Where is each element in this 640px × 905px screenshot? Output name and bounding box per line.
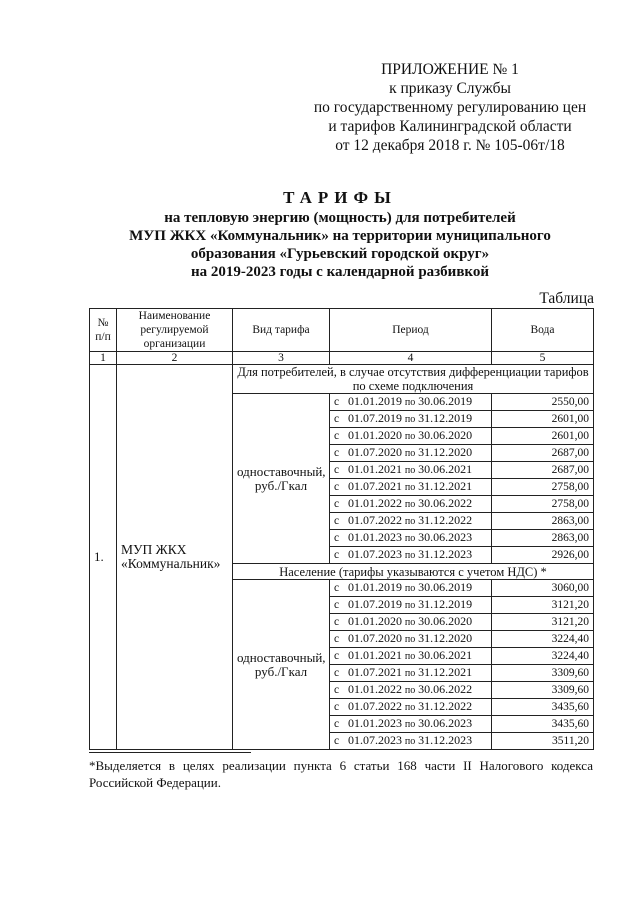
footnote: *Выделяется в целях реализации пункта 6 статьи 168 части II Налогового кодекса Российской Федерации. — [89, 758, 593, 790]
title-line-2: МУП ЖКХ «Коммунальник» на территории муниципального — [129, 228, 551, 244]
period-cell — [330, 513, 492, 530]
period-separator: по — [404, 617, 416, 628]
period-cell — [330, 428, 492, 445]
period-prefix: с — [334, 532, 340, 544]
document-title — [80, 187, 600, 281]
period-cell — [330, 614, 492, 631]
col-number-2: 2 — [117, 352, 233, 365]
period-prefix: с — [334, 667, 340, 679]
tariff-type: одноставочный, руб./Гкал — [233, 580, 330, 750]
period-to: 31.12.2020 — [418, 631, 473, 645]
period-to: 30.06.2023 — [418, 530, 473, 544]
water-value: 2687,00 — [492, 462, 594, 479]
title-main: ТАРИФЫ — [283, 188, 397, 207]
period-to: 31.12.2021 — [418, 479, 473, 493]
period-from: 01.07.2023 — [348, 547, 402, 561]
period-from: 01.01.2023 — [348, 716, 402, 730]
period-to: 30.06.2019 — [418, 394, 473, 408]
tariff-table — [89, 308, 594, 750]
period-from: 01.01.2019 — [348, 394, 402, 408]
appendix-order-line: к приказу Службы — [389, 80, 511, 97]
period-cell — [330, 665, 492, 682]
period-cell — [330, 682, 492, 699]
period-from: 01.01.2021 — [348, 462, 402, 476]
period-to: 31.12.2022 — [418, 699, 473, 713]
period-separator: по — [404, 516, 416, 527]
period-to: 31.12.2021 — [418, 665, 473, 679]
period-from: 01.07.2020 — [348, 445, 402, 459]
period-from: 01.07.2020 — [348, 631, 402, 645]
period-from: 01.07.2019 — [348, 597, 402, 611]
period-from: 01.07.2019 — [348, 411, 402, 425]
period-prefix: с — [334, 616, 340, 628]
title-line-4: на 2019-2023 годы с календарной разбивкой — [190, 264, 490, 280]
appendix-header — [300, 60, 600, 155]
period-prefix: с — [334, 633, 340, 645]
period-to: 30.06.2020 — [418, 614, 473, 628]
period-cell — [330, 648, 492, 665]
period-prefix: с — [334, 735, 340, 747]
col-number-5: 5 — [492, 352, 594, 365]
period-from: 01.07.2021 — [348, 665, 402, 679]
table-label: Таблица — [539, 290, 594, 307]
period-cell — [330, 530, 492, 547]
period-prefix: с — [334, 701, 340, 713]
period-to: 30.06.2022 — [418, 496, 473, 510]
col-number-1: 1 — [90, 352, 117, 365]
period-prefix: с — [334, 650, 340, 662]
water-value: 3435,60 — [492, 716, 594, 733]
water-value: 2758,00 — [492, 496, 594, 513]
water-value: 3309,60 — [492, 682, 594, 699]
header-period: Период — [330, 309, 492, 352]
water-value: 3121,20 — [492, 597, 594, 614]
period-cell — [330, 445, 492, 462]
period-cell — [330, 547, 492, 564]
period-to: 30.06.2020 — [418, 428, 473, 442]
period-from: 01.07.2023 — [348, 733, 402, 747]
period-cell — [330, 411, 492, 428]
water-value: 3224,40 — [492, 631, 594, 648]
period-cell — [330, 699, 492, 716]
period-from: 01.01.2020 — [348, 428, 402, 442]
period-separator: по — [404, 397, 416, 408]
period-separator: по — [404, 550, 416, 561]
period-separator: по — [404, 600, 416, 611]
period-from: 01.07.2022 — [348, 513, 402, 527]
period-separator: по — [404, 431, 416, 442]
period-prefix: с — [334, 498, 340, 510]
water-value: 2926,00 — [492, 547, 594, 564]
title-line-3: образования «Гурьевский городской округ» — [190, 246, 490, 262]
period-separator: по — [404, 651, 416, 662]
period-prefix: с — [334, 464, 340, 476]
period-cell — [330, 462, 492, 479]
period-cell — [330, 496, 492, 513]
period-separator: по — [404, 668, 416, 679]
period-prefix: с — [334, 447, 340, 459]
period-prefix: с — [334, 396, 340, 408]
period-separator: по — [404, 533, 416, 544]
period-separator: по — [404, 583, 416, 594]
water-value: 2758,00 — [492, 479, 594, 496]
period-to: 30.06.2022 — [418, 682, 473, 696]
period-from: 01.07.2021 — [348, 479, 402, 493]
section-title: Для потребителей, в случае отсутствия дифференциации тарифов по схеме подключения — [233, 365, 594, 394]
water-value: 2550,00 — [492, 394, 594, 411]
col-number-4: 4 — [330, 352, 492, 365]
header-tariff-type: Вид тарифа — [233, 309, 330, 352]
period-from: 01.01.2020 — [348, 614, 402, 628]
period-separator: по — [404, 702, 416, 713]
table-body — [90, 365, 594, 750]
period-to: 30.06.2021 — [418, 648, 473, 662]
period-prefix: с — [334, 549, 340, 561]
period-to: 31.12.2019 — [418, 411, 473, 425]
footnote-divider — [89, 752, 251, 753]
period-prefix: с — [334, 599, 340, 611]
col-number-3: 3 — [233, 352, 330, 365]
organization-name: МУП ЖКХ «Коммунальник» — [117, 365, 233, 750]
water-value: 2601,00 — [492, 428, 594, 445]
period-to: 31.12.2023 — [418, 547, 473, 561]
period-separator: по — [404, 736, 416, 747]
title-line-1: на тепловую энергию (мощность) для потребителей — [164, 210, 516, 226]
appendix-date-line: от 12 декабря 2018 г. № 105-06т/18 — [335, 137, 565, 154]
period-prefix: с — [334, 515, 340, 527]
appendix-region-line: и тарифов Калининградской области — [328, 118, 572, 135]
appendix-number: ПРИЛОЖЕНИЕ № 1 — [381, 61, 519, 78]
period-cell — [330, 631, 492, 648]
period-separator: по — [404, 414, 416, 425]
water-value: 3224,40 — [492, 648, 594, 665]
period-from: 01.01.2021 — [348, 648, 402, 662]
appendix-service-line: по государственному регулированию цен — [313, 99, 587, 116]
header-organization: Наименование регулируемой организации — [117, 309, 233, 352]
water-value: 3060,00 — [492, 580, 594, 597]
section-row — [90, 365, 594, 394]
period-prefix: с — [334, 718, 340, 730]
period-cell — [330, 716, 492, 733]
period-separator: по — [404, 448, 416, 459]
water-value: 2863,00 — [492, 513, 594, 530]
period-to: 30.06.2023 — [418, 716, 473, 730]
period-to: 30.06.2021 — [418, 462, 473, 476]
period-separator: по — [404, 482, 416, 493]
header-water: Вода — [492, 309, 594, 352]
period-separator: по — [404, 634, 416, 645]
period-to: 31.12.2023 — [418, 733, 473, 747]
period-from: 01.01.2022 — [348, 682, 402, 696]
period-to: 31.12.2022 — [418, 513, 473, 527]
period-separator: по — [404, 499, 416, 510]
period-prefix: с — [334, 582, 340, 594]
period-cell — [330, 394, 492, 411]
period-from: 01.01.2019 — [348, 580, 402, 594]
water-value: 3511,20 — [492, 733, 594, 750]
period-prefix: с — [334, 481, 340, 493]
water-value: 3435,60 — [492, 699, 594, 716]
period-prefix: с — [334, 413, 340, 425]
period-from: 01.01.2023 — [348, 530, 402, 544]
period-cell — [330, 733, 492, 750]
period-to: 31.12.2020 — [418, 445, 473, 459]
period-separator: по — [404, 465, 416, 476]
period-from: 01.07.2022 — [348, 699, 402, 713]
period-cell — [330, 597, 492, 614]
period-prefix: с — [334, 430, 340, 442]
period-separator: по — [404, 719, 416, 730]
water-value: 2687,00 — [492, 445, 594, 462]
tariff-type: одноставочный, руб./Гкал — [233, 394, 330, 564]
period-cell — [330, 580, 492, 597]
water-value: 2601,00 — [492, 411, 594, 428]
water-value: 2863,00 — [492, 530, 594, 547]
header-number: № п/п — [90, 309, 117, 352]
section-title: Население (тарифы указываются с учетом НДС) * — [233, 564, 594, 580]
row-number: 1. — [90, 365, 117, 750]
water-value: 3121,20 — [492, 614, 594, 631]
period-to: 31.12.2019 — [418, 597, 473, 611]
period-from: 01.01.2022 — [348, 496, 402, 510]
period-prefix: с — [334, 684, 340, 696]
period-cell — [330, 479, 492, 496]
period-to: 30.06.2019 — [418, 580, 473, 594]
period-separator: по — [404, 685, 416, 696]
water-value: 3309,60 — [492, 665, 594, 682]
